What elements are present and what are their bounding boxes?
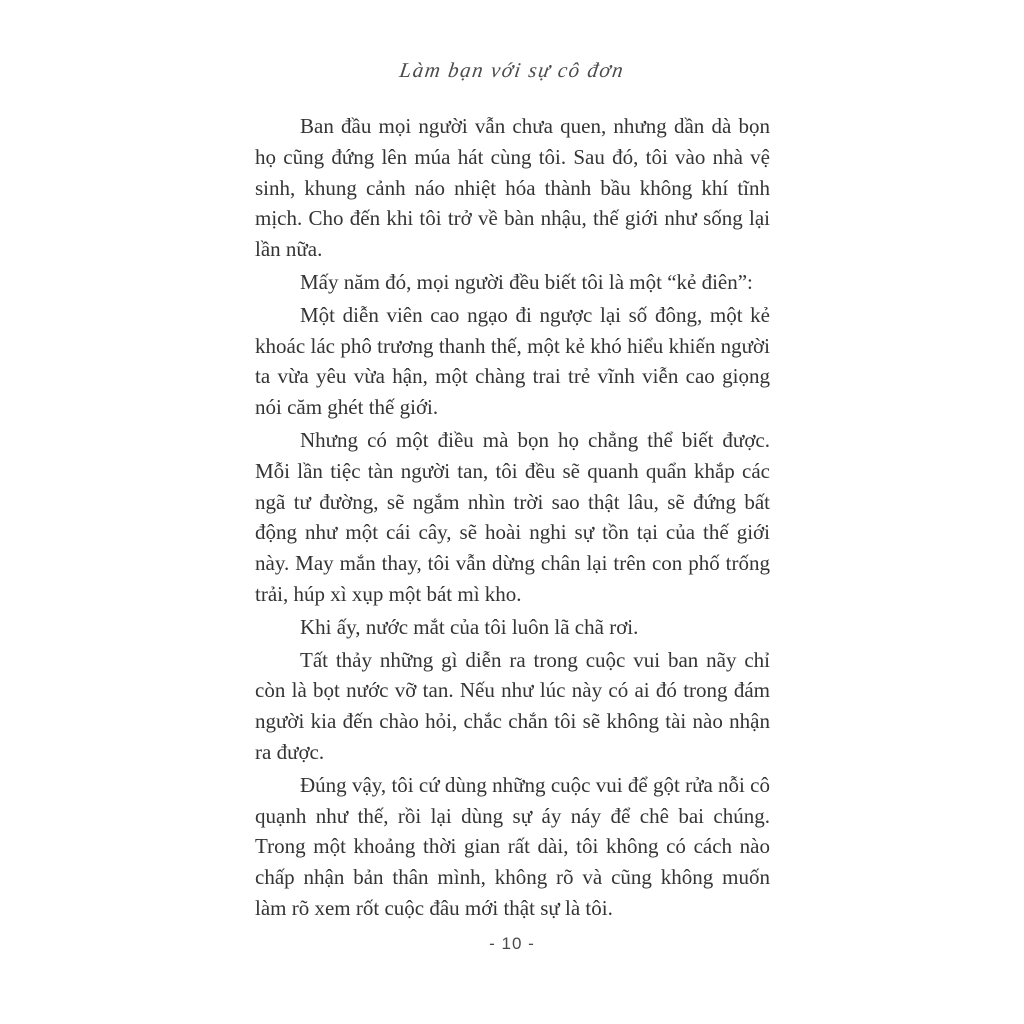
page-number: - 10 - (489, 934, 535, 953)
body-paragraph: Đúng vậy, tôi cứ dùng những cuộc vui để gột rửa nỗi cô quạnh như thế, rồi lại dùng sự áy náy để chê bai chúng. Trong một khoảng thời gian rất dài, tôi không có cách nào chấp nhận bản thân mình, không rõ và cũng không muốn làm rõ xem rốt cuộc đâu mới thật sự là tôi. (255, 772, 770, 920)
body-paragraph: Khi ấy, nước mắt của tôi luôn lã chã rơi. (300, 614, 639, 639)
body-paragraph: Mấy năm đó, mọi người đều biết tôi là một “kẻ điên”: (300, 269, 753, 294)
running-head-book-title: Làm bạn với sự cô đơn (398, 58, 627, 82)
body-paragraph: Một diễn viên cao ngạo đi ngược lại số đông, một kẻ khoác lác phô trương thanh thế, một kẻ khó hiểu khiến người ta vừa yêu vừa hận, một chàng trai trẻ vĩnh viễn cao giọng nói căm ghét thế giới. (255, 302, 770, 420)
body-paragraph: Nhưng có một điều mà bọn họ chẳng thể biết được. Mỗi lần tiệc tàn người tan, tôi đều sẽ quanh quẩn khắp các ngã tư đường, sẽ ngắm nhìn trời sao thật lâu, sẽ đứng bất động như một cái cây, sẽ hoài nghi sự tồn tại của thế giới này. May mắn thay, tôi vẫn dừng chân lại trên con phố trống trải, húp xì xụp một bát mì kho. (255, 427, 770, 606)
page-body (255, 111, 770, 926)
body-paragraph: Ban đầu mọi người vẫn chưa quen, nhưng dần dà bọn họ cũng đứng lên múa hát cùng tôi. Sau đó, tôi vào nhà vệ sinh, khung cảnh náo nhiệt hóa thành bầu không khí tĩnh mịch. Cho đến khi tôi trở về bàn nhậu, thế giới như sống lại lần nữa. (255, 114, 770, 262)
body-paragraph: Tất thảy những gì diễn ra trong cuộc vui ban nãy chỉ còn là bọt nước vỡ tan. Nếu như lúc này có ai đó trong đám người kia đến chào hỏi, chắc chắn tôi sẽ không tài nào nhận ra được. (255, 647, 770, 764)
